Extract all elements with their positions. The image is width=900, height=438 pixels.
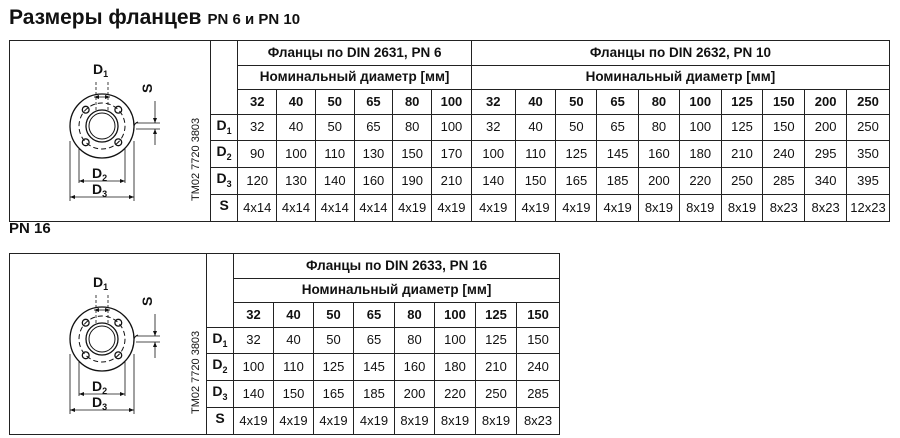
table-cell: 4x19 (393, 194, 432, 221)
corner-cell (210, 41, 238, 115)
table-cell: 125 (314, 354, 354, 381)
table-cell: 125 (556, 141, 597, 168)
dn-header: 100 (679, 90, 721, 115)
flange-bore-inner (89, 326, 115, 352)
table-cell: 185 (597, 168, 639, 195)
table-cell: 145 (354, 354, 395, 381)
table-cell: 185 (354, 381, 395, 408)
flange-bore (86, 323, 118, 355)
table-cell: 210 (476, 354, 517, 381)
table-cell: 150 (515, 168, 556, 195)
table-cell: 40 (515, 114, 556, 141)
dn-header: 32 (471, 90, 515, 115)
table-cell: 210 (432, 168, 472, 195)
group-title: Фланцы по DIN 2631, PN 6 (238, 41, 471, 66)
table-cell: 12x23 (847, 194, 890, 221)
flange-table-pn6-pn10 (9, 40, 890, 222)
table-cell: 8x23 (517, 407, 560, 434)
bolt-hole (82, 139, 89, 146)
table-cell: 4x19 (515, 194, 556, 221)
table-cell: 160 (395, 354, 435, 381)
table-cell: 110 (515, 141, 556, 168)
dn-header: 40 (515, 90, 556, 115)
flange-outer-circle (70, 307, 134, 371)
table-cell: 165 (556, 168, 597, 195)
dn-header: 80 (393, 90, 432, 115)
dn-header: 50 (556, 90, 597, 115)
table-cell: 4x14 (354, 194, 393, 221)
table-cell: 100 (471, 141, 515, 168)
row-label: $D_1$ (207, 327, 234, 354)
table-cell: 100 (432, 114, 472, 141)
bolt-hole (115, 319, 122, 326)
s-label: S (139, 296, 155, 306)
flange-table-pn16 (9, 253, 560, 435)
table-cell: 285 (763, 168, 805, 195)
page-title-main: Размеры фланцев (9, 6, 202, 29)
table-cell: 50 (314, 327, 354, 354)
table-cell: 32 (238, 114, 277, 141)
dn-header: 40 (274, 303, 314, 328)
dn-header: 65 (597, 90, 639, 115)
dn-header: 50 (315, 90, 354, 115)
table-cell: 160 (354, 168, 393, 195)
table-cell: 100 (435, 327, 476, 354)
table-cell: 4x19 (354, 407, 395, 434)
s-label: S (139, 83, 155, 93)
row-label: S (210, 194, 238, 221)
table-cell: 130 (277, 168, 316, 195)
page-title-sub: PN 6 и PN 10 (207, 11, 301, 28)
table-cell: 100 (679, 114, 721, 141)
table-cell: 100 (234, 354, 274, 381)
table-cell: 140 (234, 381, 274, 408)
table-cell: 210 (721, 141, 763, 168)
table-cell: 350 (847, 141, 890, 168)
table-cell: 65 (597, 114, 639, 141)
table-cell: 4x14 (277, 194, 316, 221)
table-cell: 160 (639, 141, 680, 168)
flange-outer-circle (70, 94, 134, 158)
d1-label: $D_1$ (93, 274, 109, 292)
table-cell: 8x19 (721, 194, 763, 221)
d3-label: $D_3$ (92, 394, 108, 412)
dn-header: 65 (354, 303, 395, 328)
dn-header: 80 (639, 90, 680, 115)
row-label: $D_1$ (210, 114, 238, 141)
corner-cell (207, 254, 234, 328)
table-cell: 170 (432, 141, 472, 168)
dn-header: 125 (476, 303, 517, 328)
dn-header: 100 (435, 303, 476, 328)
table-cell: 150 (274, 381, 314, 408)
table-cell: 250 (476, 381, 517, 408)
flange-drawing (10, 41, 207, 211)
table-cell: 4x19 (471, 194, 515, 221)
table-cell: 150 (517, 327, 560, 354)
table-cell: 145 (597, 141, 639, 168)
table-cell: 180 (679, 141, 721, 168)
table-cell: 295 (805, 141, 847, 168)
bolt-hole (115, 106, 122, 113)
table-cell: 8x23 (763, 194, 805, 221)
table-cell: 90 (238, 141, 277, 168)
group-subtitle: Номинальный диаметр [мм] (471, 65, 889, 90)
flange-bore-inner (89, 113, 115, 139)
dn-header: 150 (517, 303, 560, 328)
table-cell: 125 (476, 327, 517, 354)
table-cell: 32 (234, 327, 274, 354)
d2-label: $D_2$ (92, 378, 108, 396)
table-cell: 80 (393, 114, 432, 141)
dn-header: 32 (234, 303, 274, 328)
flange-drawing-cell (10, 41, 211, 222)
table-cell: 240 (517, 354, 560, 381)
table-cell: 340 (805, 168, 847, 195)
d3-label: $D_3$ (92, 181, 108, 199)
table-cell: 8x19 (639, 194, 680, 221)
bolt-hole (82, 352, 89, 359)
table-cell: 150 (763, 114, 805, 141)
row-label: $D_3$ (210, 168, 238, 195)
table-cell: 140 (471, 168, 515, 195)
group-title: Фланцы по DIN 2633, PN 16 (234, 254, 560, 279)
table-cell: 110 (274, 354, 314, 381)
table-cell: 220 (435, 381, 476, 408)
group-subtitle: Номинальный диаметр [мм] (234, 278, 560, 303)
drawing-code: TM02 7720 3803 (190, 117, 202, 201)
dn-header: 50 (314, 303, 354, 328)
dn-header: 100 (432, 90, 472, 115)
flange-drawing (10, 254, 207, 424)
table-cell: 125 (721, 114, 763, 141)
table-cell: 120 (238, 168, 277, 195)
table-cell: 395 (847, 168, 890, 195)
flange-bore (86, 110, 118, 142)
table-cell: 180 (435, 354, 476, 381)
table-cell: 50 (315, 114, 354, 141)
dn-header: 80 (395, 303, 435, 328)
d2-label: $D_2$ (92, 165, 108, 183)
table-cell: 4x19 (556, 194, 597, 221)
table-cell: 240 (763, 141, 805, 168)
table-cell: 65 (354, 114, 393, 141)
row-label: S (207, 407, 234, 434)
table-cell: 4x19 (314, 407, 354, 434)
table-cell: 250 (721, 168, 763, 195)
group-subtitle: Номинальный диаметр [мм] (238, 65, 471, 90)
table-cell: 40 (277, 114, 316, 141)
table-cell: 8x19 (679, 194, 721, 221)
table-cell: 4x14 (238, 194, 277, 221)
table-cell: 200 (805, 114, 847, 141)
table-cell: 32 (471, 114, 515, 141)
table-cell: 80 (395, 327, 435, 354)
dn-header: 32 (238, 90, 277, 115)
table-cell: 8x23 (805, 194, 847, 221)
table-cell: 100 (277, 141, 316, 168)
table-cell: 8x19 (476, 407, 517, 434)
group-title: Фланцы по DIN 2632, PN 10 (471, 41, 889, 66)
row-label: $D_2$ (207, 354, 234, 381)
table-cell: 4x19 (274, 407, 314, 434)
page-title (9, 6, 300, 30)
table-cell: 220 (679, 168, 721, 195)
table-cell: 4x14 (315, 194, 354, 221)
flange-drawing-cell (10, 254, 207, 435)
dn-header: 40 (277, 90, 316, 115)
table-cell: 40 (274, 327, 314, 354)
table-cell: 250 (847, 114, 890, 141)
drawing-code: TM02 7720 3803 (190, 330, 202, 414)
table-cell: 8x19 (395, 407, 435, 434)
dn-header: 65 (354, 90, 393, 115)
table-cell: 4x19 (597, 194, 639, 221)
table-cell: 110 (315, 141, 354, 168)
table-cell: 4x19 (432, 194, 472, 221)
table-cell: 4x19 (234, 407, 274, 434)
table-cell: 190 (393, 168, 432, 195)
table-cell: 200 (639, 168, 680, 195)
dn-header: 125 (721, 90, 763, 115)
table-cell: 200 (395, 381, 435, 408)
row-label: $D_2$ (210, 141, 238, 168)
table-cell: 8x19 (435, 407, 476, 434)
table-cell: 65 (354, 327, 395, 354)
d1-label: $D_1$ (93, 61, 109, 79)
table-cell: 150 (393, 141, 432, 168)
table-cell: 140 (315, 168, 354, 195)
table-cell: 80 (639, 114, 680, 141)
table-cell: 130 (354, 141, 393, 168)
dn-header: 150 (763, 90, 805, 115)
dn-header: 200 (805, 90, 847, 115)
dn-header: 250 (847, 90, 890, 115)
table-cell: 50 (556, 114, 597, 141)
table-cell: 285 (517, 381, 560, 408)
table-cell: 165 (314, 381, 354, 408)
section-title-pn16: PN 16 (9, 220, 51, 237)
row-label: $D_3$ (207, 381, 234, 408)
